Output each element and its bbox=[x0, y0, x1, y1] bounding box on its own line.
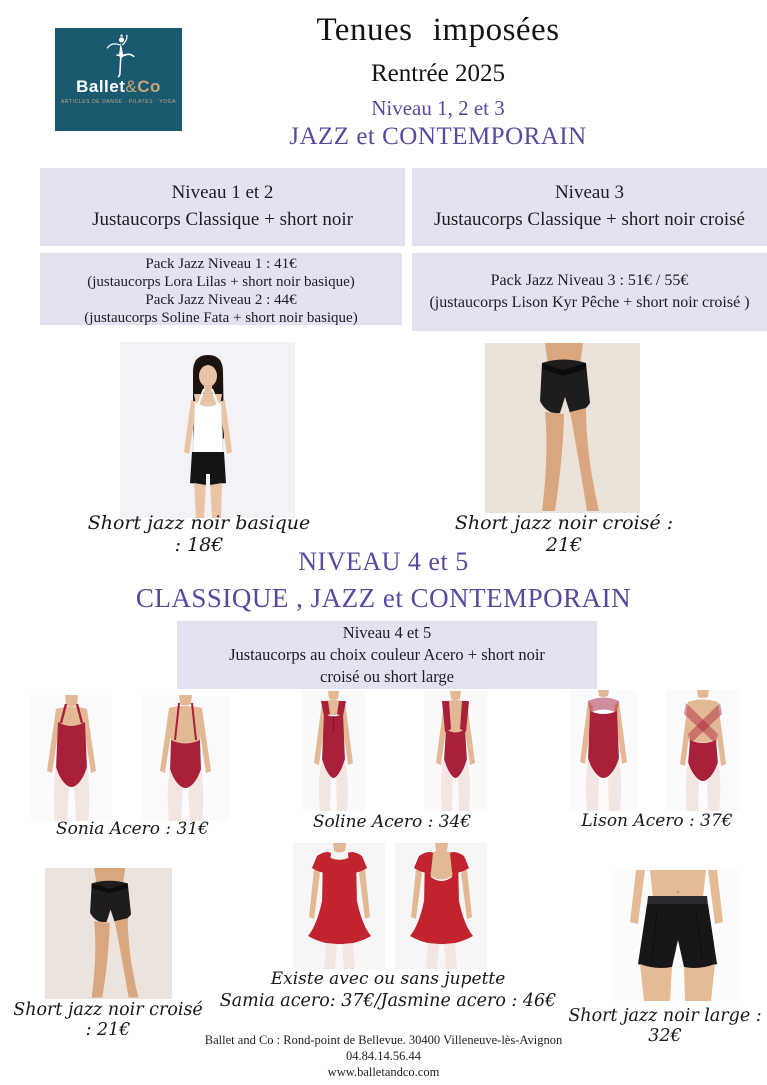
niveau45-box-line: Niveau 4 et 5 bbox=[342, 623, 432, 642]
niveau12-title: Niveau 1 et 2 bbox=[171, 182, 274, 203]
footer-address: Ballet and Co : Rond-point de Bellevue. 30400 Villeneuve-lès-Avignon bbox=[204, 1033, 563, 1047]
caption-sonia: Sonia Acero : 31€ bbox=[55, 819, 209, 839]
product-soline-front bbox=[302, 691, 365, 811]
logo-tagline: ARTICLES DE DANSE · PILATES · YOGA bbox=[60, 99, 177, 105]
photo-short-jazz-croise bbox=[485, 343, 640, 513]
photo-short-jazz-croise-bottom bbox=[45, 868, 172, 999]
niveau3-box bbox=[412, 168, 767, 246]
niveau45-box-line: Justaucorps au choix couleur Acero + short noir bbox=[229, 645, 545, 664]
caption-short-basique: Short jazz noir basique : 18€ bbox=[87, 512, 311, 556]
caption-jupette-prices: Samia acero: 37€/Jasmine acero : 46€ bbox=[219, 991, 557, 1011]
model-white-leotard-black-short-image bbox=[120, 342, 295, 518]
product-sonia-back bbox=[141, 695, 230, 821]
product-sonia-front bbox=[31, 695, 112, 821]
page-title: Tenues imposées bbox=[316, 12, 560, 48]
black-short-croise-image bbox=[485, 343, 640, 513]
product-samia-front bbox=[293, 843, 385, 969]
black-short-croise-image bbox=[45, 868, 172, 999]
logo-co: Co bbox=[137, 77, 161, 96]
niveau45-box bbox=[177, 621, 597, 689]
product-lison-front bbox=[570, 690, 637, 811]
caption-short-large: Short jazz noir large : 32€ bbox=[568, 1006, 762, 1046]
niveau12-desc: Justaucorps Classique + short noir bbox=[92, 209, 353, 230]
pack-line: (justaucorps Soline Fata + short noir basique) bbox=[84, 310, 358, 326]
niveau45-box-line: croisé ou short large bbox=[320, 667, 454, 686]
pack-line: (justaucorps Lora Lilas + short noir basique) bbox=[87, 274, 355, 290]
niveau45-heading: NIVEAU 4 et 5 bbox=[298, 547, 469, 576]
pack-line: Pack Jazz Niveau 3 : 51€ / 55€ bbox=[490, 272, 689, 289]
disciplines-heading: JAZZ et CONTEMPORAIN bbox=[289, 123, 587, 150]
logo-ballet: Ballet bbox=[76, 77, 126, 96]
caption-short-croise: Short jazz noir croisé : 21€ bbox=[454, 512, 674, 556]
photo-short-jazz-basique bbox=[120, 342, 295, 518]
product-soline-back bbox=[424, 691, 487, 811]
photo-short-jazz-large bbox=[612, 870, 741, 1001]
niveau3-desc: Justaucorps Classique + short noir croisé bbox=[434, 209, 745, 230]
product-lison-back bbox=[666, 690, 740, 811]
caption-jupette-note: Existe avec ou sans jupette bbox=[270, 969, 506, 989]
niveau12-pack-box bbox=[40, 253, 402, 325]
pack-line: (justaucorps Lison Kyr Pêche + short noir croisé ) bbox=[429, 294, 750, 311]
niveau3-title: Niveau 3 bbox=[554, 182, 625, 203]
niveau12-box bbox=[40, 168, 405, 246]
caption-lison: Lison Acero : 37€ bbox=[581, 811, 733, 831]
niveau3-pack-box bbox=[412, 253, 767, 331]
page-subtitle: Rentrée 2025 bbox=[371, 60, 505, 87]
pack-line: Pack Jazz Niveau 2 : 44€ bbox=[145, 292, 297, 308]
footer-phone: 04.84.14.56.44 bbox=[346, 1049, 421, 1063]
pack-line: Pack Jazz Niveau 1 : 41€ bbox=[145, 256, 297, 272]
footer bbox=[0, 1032, 767, 1080]
black-short-large-image bbox=[612, 870, 741, 1001]
footer-website: www.balletandco.com bbox=[327, 1065, 440, 1079]
logo-ampersand: & bbox=[125, 77, 138, 96]
niveau45-disciplines-heading: CLASSIQUE , JAZZ et CONTEMPORAIN bbox=[135, 583, 632, 613]
product-samia-back bbox=[395, 843, 487, 969]
caption-soline: Soline Acero : 34€ bbox=[312, 812, 472, 832]
caption-short-croise-bottom: Short jazz noir croisé : 21€ bbox=[13, 1000, 203, 1040]
levels-heading: Niveau 1, 2 et 3 bbox=[371, 96, 505, 120]
